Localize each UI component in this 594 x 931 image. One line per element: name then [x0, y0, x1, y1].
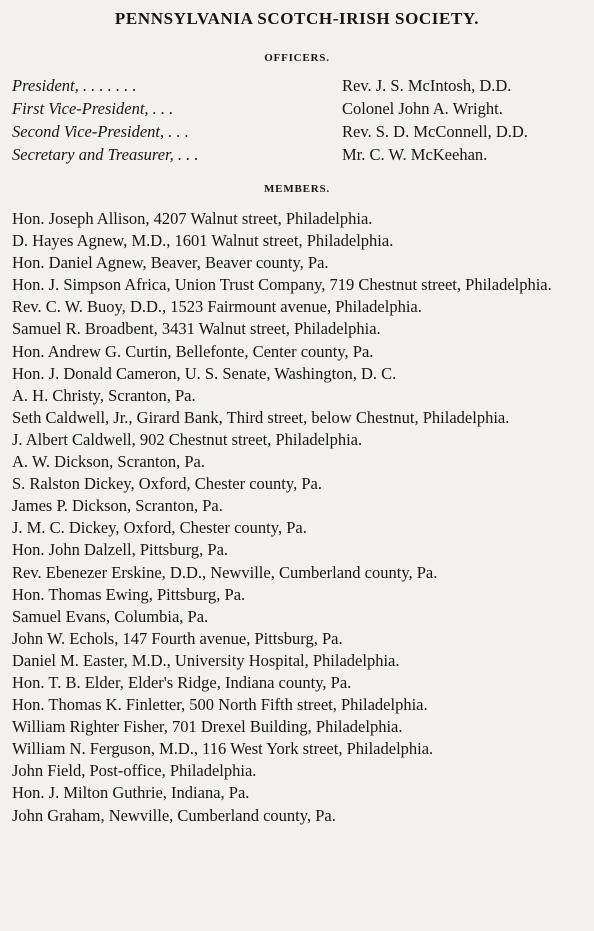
- member-entry: John Graham, Newville, Cumberland county, Pa.: [12, 805, 336, 825]
- member-entry: James P. Dickson, Scranton, Pa.: [12, 496, 223, 516]
- page-title: PENNSYLVANIA SCOTCH-IRISH SOCIETY.: [114, 9, 480, 28]
- member-entry: Samuel Evans, Columbia, Pa.: [12, 606, 209, 626]
- member-entry: S. Ralston Dickey, Oxford, Chester county, Pa.: [12, 474, 322, 494]
- officer-title: President, . . . . . . .: [12, 76, 137, 95]
- member-entry: Daniel M. Easter, M.D., University Hospital, Philadelphia.: [12, 650, 400, 670]
- member-entry: John W. Echols, 147 Fourth avenue, Pittsburg, Pa.: [12, 628, 343, 648]
- member-entry: John Field, Post-office, Philadelphia.: [12, 761, 257, 781]
- member-entry: William Righter Fisher, 701 Drexel Building, Philadelphia.: [12, 717, 403, 737]
- member-entry: Hon. John Dalzell, Pittsburg, Pa.: [12, 540, 229, 560]
- member-entry: Hon. Joseph Allison, 4207 Walnut street, Philadelphia.: [12, 209, 373, 228]
- member-entry: Hon. J. Milton Guthrie, Indiana, Pa.: [12, 783, 250, 803]
- member-entry: J. Albert Caldwell, 902 Chestnut street, Philadelphia.: [12, 429, 363, 449]
- officer-name: Colonel John A. Wright.: [342, 99, 503, 118]
- officer-row-second-vice-president: [12, 120, 582, 143]
- member-entry: Samuel R. Broadbent, 3431 Walnut street, Philadelphia.: [12, 319, 381, 339]
- officer-row-secretary-treasurer: [12, 143, 582, 166]
- officer-name: Rev. J. S. McIntosh, D.D.: [342, 76, 512, 95]
- members-heading: MEMBERS.: [264, 183, 330, 195]
- member-entry: Hon. T. B. Elder, Elder's Ridge, Indiana county, Pa.: [12, 672, 352, 692]
- member-entry: Rev. Ebenezer Erskine, D.D., Newville, Cumberland county, Pa.: [12, 562, 438, 582]
- member-entry: Hon. Thomas Ewing, Pittsburg, Pa.: [12, 584, 246, 604]
- member-entry: Rev. C. W. Buoy, D.D., 1523 Fairmount avenue, Philadelphia.: [12, 297, 422, 317]
- member-entry: Hon. J. Simpson Africa, Union Trust Company, 719 Chestnut street, Philadelphia.: [12, 275, 552, 295]
- officer-row-president: [12, 74, 582, 97]
- member-entry: Hon. Andrew G. Curtin, Bellefonte, Center county, Pa.: [12, 341, 374, 361]
- member-entry: Hon. J. Donald Cameron, U. S. Senate, Washington, D. C.: [12, 363, 397, 383]
- officer-title: Second Vice-President, . . .: [12, 122, 189, 141]
- member-entry: D. Hayes Agnew, M.D., 1601 Walnut street, Philadelphia.: [12, 231, 394, 251]
- officer-title: First Vice-President, . . .: [12, 99, 174, 118]
- officers-list: [12, 74, 582, 166]
- member-entry: Hon. Daniel Agnew, Beaver, Beaver county, Pa.: [12, 253, 329, 273]
- officer-name: Rev. S. D. McConnell, D.D.: [342, 122, 528, 141]
- member-entry: Seth Caldwell, Jr., Girard Bank, Third street, below Chestnut, Philadelphia.: [12, 407, 510, 427]
- officer-name: Mr. C. W. McKeehan.: [342, 145, 488, 164]
- members-list: [12, 208, 582, 827]
- member-entry: A. H. Christy, Scranton, Pa.: [12, 385, 196, 405]
- officer-title: Secretary and Treasurer, . . .: [12, 145, 199, 164]
- member-entry: J. M. C. Dickey, Oxford, Chester county, Pa.: [12, 518, 307, 538]
- member-entry: A. W. Dickson, Scranton, Pa.: [12, 452, 205, 472]
- member-entry: William N. Ferguson, M.D., 116 West York street, Philadelphia.: [12, 739, 434, 759]
- officers-heading: OFFICERS.: [264, 52, 330, 64]
- member-entry: Hon. Thomas K. Finletter, 500 North Fifth street, Philadelphia.: [12, 695, 428, 715]
- officer-row-first-vice-president: [12, 97, 582, 120]
